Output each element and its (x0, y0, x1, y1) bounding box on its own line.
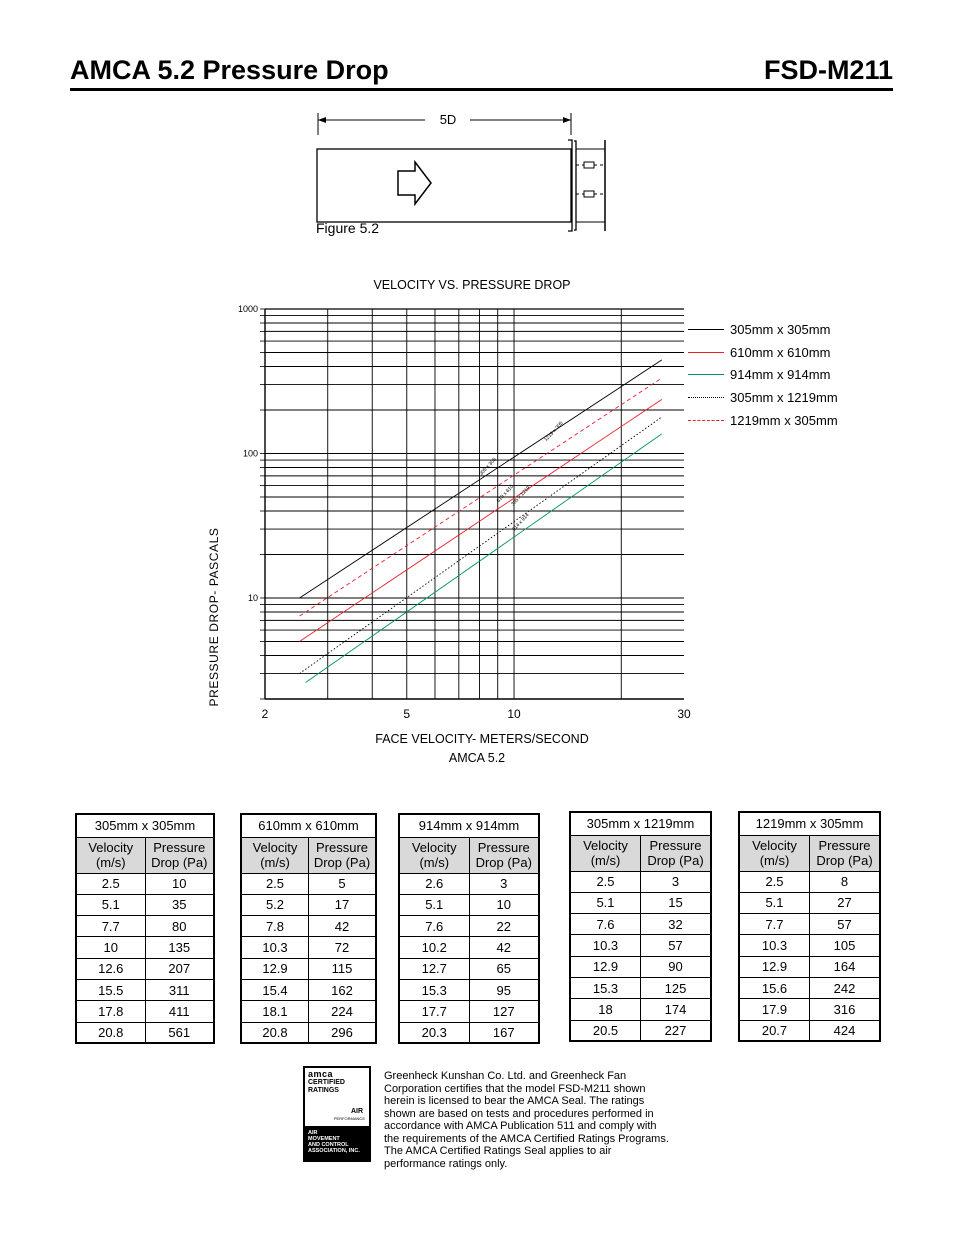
legend-swatch (688, 397, 724, 398)
seal-amca-text: amca (308, 1069, 334, 1079)
table-cell: 3 (469, 873, 539, 894)
table-cell: 5.1 (399, 894, 469, 915)
velocity-pressure-chart (200, 270, 720, 770)
chart-legend (688, 318, 838, 432)
table-cell: 10.3 (241, 937, 309, 958)
seal-performance-text: PERFORMANCE (333, 1116, 365, 1121)
table-row (76, 1001, 214, 1022)
table-row (76, 1022, 214, 1043)
table-column-header: Pressure Drop (Pa) (810, 835, 881, 871)
table-cell: 15.3 (570, 977, 641, 998)
table-row (399, 958, 539, 979)
table-cell: 18 (570, 999, 641, 1020)
table-cell: 17.9 (739, 999, 810, 1020)
table-row (399, 873, 539, 894)
table-cell: 242 (810, 977, 881, 998)
pressure-drop-table (240, 813, 377, 1044)
table-size-header: 914mm x 914mm (399, 814, 539, 837)
table-cell: 20.8 (76, 1022, 145, 1043)
table-row (399, 1001, 539, 1022)
table-cell: 162 (309, 979, 377, 1000)
table-cell: 35 (145, 894, 214, 915)
legend-item (688, 409, 838, 432)
table-cell: 12.6 (76, 958, 145, 979)
table-row (241, 1022, 376, 1043)
table-cell: 5.2 (241, 894, 309, 915)
table-size-header: 610mm x 610mm (241, 814, 376, 837)
y-axis-label: PRESSURE DROP- PASCALS (207, 527, 221, 707)
table-row (570, 977, 711, 998)
table-cell: 7.7 (76, 916, 145, 937)
x-tick-label: 5 (403, 707, 411, 721)
table-cell: 5.1 (76, 894, 145, 915)
table-row (739, 999, 880, 1020)
table-column-header: Velocity (m/s) (241, 837, 309, 873)
table-cell: 561 (145, 1022, 214, 1043)
legend-item (688, 341, 838, 364)
certification-statement: Greenheck Kunshan Co. Ltd. and Greenheck Fan Corporation certifies that the model FSD-M211 shown herein is licensed to bear the AMCA Seal. The ratings shown are based on tests and procedures performed in accordance with AMCA Publication 511 and comply with the requirements of the AMCA Certified Ratings Programs. The AMCA Certified Ratings Seal applies to air performance ratings only. (384, 1070, 669, 1170)
table-row (76, 916, 214, 937)
table-row (399, 937, 539, 958)
figure-caption: Figure 5.2 (316, 220, 380, 236)
table-cell: 5.1 (570, 892, 641, 913)
table-cell: 7.8 (241, 916, 309, 937)
table-cell: 167 (469, 1022, 539, 1043)
seal-assoc-line: MOVEMENT (308, 1136, 340, 1142)
pressure-drop-table (398, 813, 540, 1044)
table-row (241, 1001, 376, 1022)
table-cell: 57 (641, 935, 712, 956)
table-row (570, 999, 711, 1020)
table-cell: 42 (309, 916, 377, 937)
table-cell: 72 (309, 937, 377, 958)
table-cell: 12.9 (739, 956, 810, 977)
table-cell: 10 (76, 937, 145, 958)
table-column-header: Pressure Drop (Pa) (145, 837, 214, 873)
table-cell: 57 (810, 914, 881, 935)
table-cell: 2.5 (241, 873, 309, 894)
table-cell: 20.3 (399, 1022, 469, 1043)
table-cell: 411 (145, 1001, 214, 1022)
table-row (570, 871, 711, 892)
table-cell: 15.4 (241, 979, 309, 1000)
seal-certified-text: CERTIFIED (308, 1079, 345, 1086)
table-cell: 311 (145, 979, 214, 1000)
table-row (241, 979, 376, 1000)
table-row (241, 873, 376, 894)
table-column-header: Velocity (m/s) (739, 835, 810, 871)
series-annotation: 610 x 610 (495, 483, 516, 504)
table-cell: 105 (810, 935, 881, 956)
seal-assoc-line: ASSOCIATION, INC. (308, 1148, 360, 1154)
legend-swatch (688, 329, 724, 330)
table-cell: 10.2 (399, 937, 469, 958)
page-title: AMCA 5.2 Pressure Drop (70, 55, 389, 85)
table-cell: 207 (145, 958, 214, 979)
pressure-drop-table (569, 811, 712, 1042)
table-cell: 17.7 (399, 1001, 469, 1022)
table-row (399, 916, 539, 937)
table-cell: 15 (641, 892, 712, 913)
series-annotation: 305 x 305 (478, 456, 498, 477)
pressure-drop-table (738, 811, 881, 1042)
x-tick-label: 2 (261, 707, 269, 721)
series-line (300, 360, 662, 598)
table-column-header: Pressure Drop (Pa) (641, 835, 712, 871)
table-cell: 2.6 (399, 873, 469, 894)
table-row (739, 935, 880, 956)
table-cell: 7.7 (739, 914, 810, 935)
table-row (76, 979, 214, 1000)
dimension-arrow-right (563, 117, 571, 123)
y-tick-label: 100 (242, 448, 258, 459)
table-row (76, 873, 214, 894)
chart-title: VELOCITY VS. PRESSURE DROP (373, 278, 571, 292)
table-row (399, 1022, 539, 1043)
table-cell: 7.6 (570, 914, 641, 935)
table-row (399, 894, 539, 915)
table-cell: 17 (309, 894, 377, 915)
table-row (76, 894, 214, 915)
table-size-header: 1219mm x 305mm (739, 812, 880, 835)
table-cell: 18.1 (241, 1001, 309, 1022)
table-row (739, 956, 880, 977)
table-row (241, 937, 376, 958)
table-cell: 115 (309, 958, 377, 979)
legend-label: 305mm x 1219mm (730, 390, 838, 406)
seal-air-text: AIR (350, 1108, 363, 1115)
y-tick-label: 1000 (237, 304, 258, 314)
table-cell: 42 (469, 937, 539, 958)
table-row (739, 977, 880, 998)
table-cell: 3 (641, 871, 712, 892)
table-cell: 10.3 (570, 935, 641, 956)
series-line (300, 417, 662, 674)
chart-grid (265, 309, 684, 699)
table-cell: 10 (469, 894, 539, 915)
legend-label: 1219mm x 305mm (730, 413, 838, 429)
table-cell: 2.5 (570, 871, 641, 892)
legend-label: 610mm x 610mm (730, 344, 831, 360)
table-row (570, 1020, 711, 1041)
table-column-header: Velocity (m/s) (399, 837, 469, 873)
seal-assoc-line: AND CONTROL (308, 1142, 349, 1148)
series-annotation: 1219 x 305 (543, 420, 565, 443)
model-number: FSD-M211 (763, 55, 893, 85)
table-size-header: 305mm x 1219mm (570, 812, 711, 835)
table-cell: 12.9 (241, 958, 309, 979)
table-cell: 10.3 (739, 935, 810, 956)
series-annotation: 914 x 914 (511, 512, 531, 533)
chart-annotations (478, 420, 564, 532)
legend-label: 305mm x 305mm (730, 321, 831, 337)
pressure-drop-table (75, 813, 215, 1044)
table-cell: 90 (641, 956, 712, 977)
seal-ratings-text: RATINGS (308, 1087, 339, 1094)
table-cell: 15.5 (76, 979, 145, 1000)
table-cell: 8 (810, 871, 881, 892)
table-cell: 20.7 (739, 1020, 810, 1041)
table-row (76, 958, 214, 979)
table-row (399, 979, 539, 1000)
legend-item (688, 364, 838, 387)
table-cell: 2.5 (739, 871, 810, 892)
y-tick-label: 10 (247, 592, 258, 603)
series-line (300, 399, 662, 641)
amca-seal-logo (303, 1066, 371, 1162)
page-header (70, 55, 893, 91)
table-row (739, 892, 880, 913)
table-column-header: Velocity (m/s) (570, 835, 641, 871)
table-cell: 80 (145, 916, 214, 937)
table-cell: 164 (810, 956, 881, 977)
chart-series (300, 360, 662, 683)
dimension-arrow-left (318, 117, 326, 123)
duct-test-figure (300, 105, 620, 235)
x-axis-sublabel: AMCA 5.2 (448, 751, 506, 765)
x-axis-label: FACE VELOCITY- METERS/SECOND (375, 732, 589, 746)
table-row (76, 937, 214, 958)
legend-label: 914mm x 914mm (730, 367, 831, 383)
table-column-header: Pressure Drop (Pa) (469, 837, 539, 873)
table-row (739, 914, 880, 935)
table-cell: 125 (641, 977, 712, 998)
table-cell: 5.1 (739, 892, 810, 913)
legend-item (688, 318, 838, 341)
table-row (570, 914, 711, 935)
table-row (570, 935, 711, 956)
table-cell: 7.6 (399, 916, 469, 937)
table-row (241, 958, 376, 979)
table-cell: 12.9 (570, 956, 641, 977)
legend-swatch (688, 352, 724, 353)
x-tick-label: 10 (507, 707, 521, 721)
seal-assoc-line: AIR (308, 1130, 318, 1136)
legend-swatch (688, 420, 724, 421)
table-cell: 296 (309, 1022, 377, 1043)
table-cell: 135 (145, 937, 214, 958)
legend-item (688, 386, 838, 409)
table-cell: 316 (810, 999, 881, 1020)
table-row (739, 871, 880, 892)
table-cell: 10 (145, 873, 214, 894)
series-annotation: 305 x 1219 (510, 485, 532, 508)
table-cell: 32 (641, 914, 712, 935)
table-row (241, 916, 376, 937)
table-cell: 65 (469, 958, 539, 979)
table-cell: 12.7 (399, 958, 469, 979)
table-cell: 174 (641, 999, 712, 1020)
table-cell: 27 (810, 892, 881, 913)
legend-swatch (688, 374, 724, 375)
table-cell: 424 (810, 1020, 881, 1041)
table-cell: 17.8 (76, 1001, 145, 1022)
table-cell: 15.3 (399, 979, 469, 1000)
table-cell: 5 (309, 873, 377, 894)
table-cell: 20.8 (241, 1022, 309, 1043)
table-row (570, 892, 711, 913)
table-size-header: 305mm x 305mm (76, 814, 214, 837)
table-cell: 20.5 (570, 1020, 641, 1041)
dimension-label: 5D (439, 112, 457, 127)
table-column-header: Pressure Drop (Pa) (309, 837, 377, 873)
duct-body (317, 149, 571, 222)
x-tick-label: 30 (677, 707, 691, 721)
table-cell: 95 (469, 979, 539, 1000)
table-row (570, 956, 711, 977)
table-cell: 15.6 (739, 977, 810, 998)
table-cell: 127 (469, 1001, 539, 1022)
table-cell: 224 (309, 1001, 377, 1022)
table-row (241, 894, 376, 915)
table-cell: 22 (469, 916, 539, 937)
table-cell: 227 (641, 1020, 712, 1041)
table-cell: 2.5 (76, 873, 145, 894)
table-row (739, 1020, 880, 1041)
table-column-header: Velocity (m/s) (76, 837, 145, 873)
